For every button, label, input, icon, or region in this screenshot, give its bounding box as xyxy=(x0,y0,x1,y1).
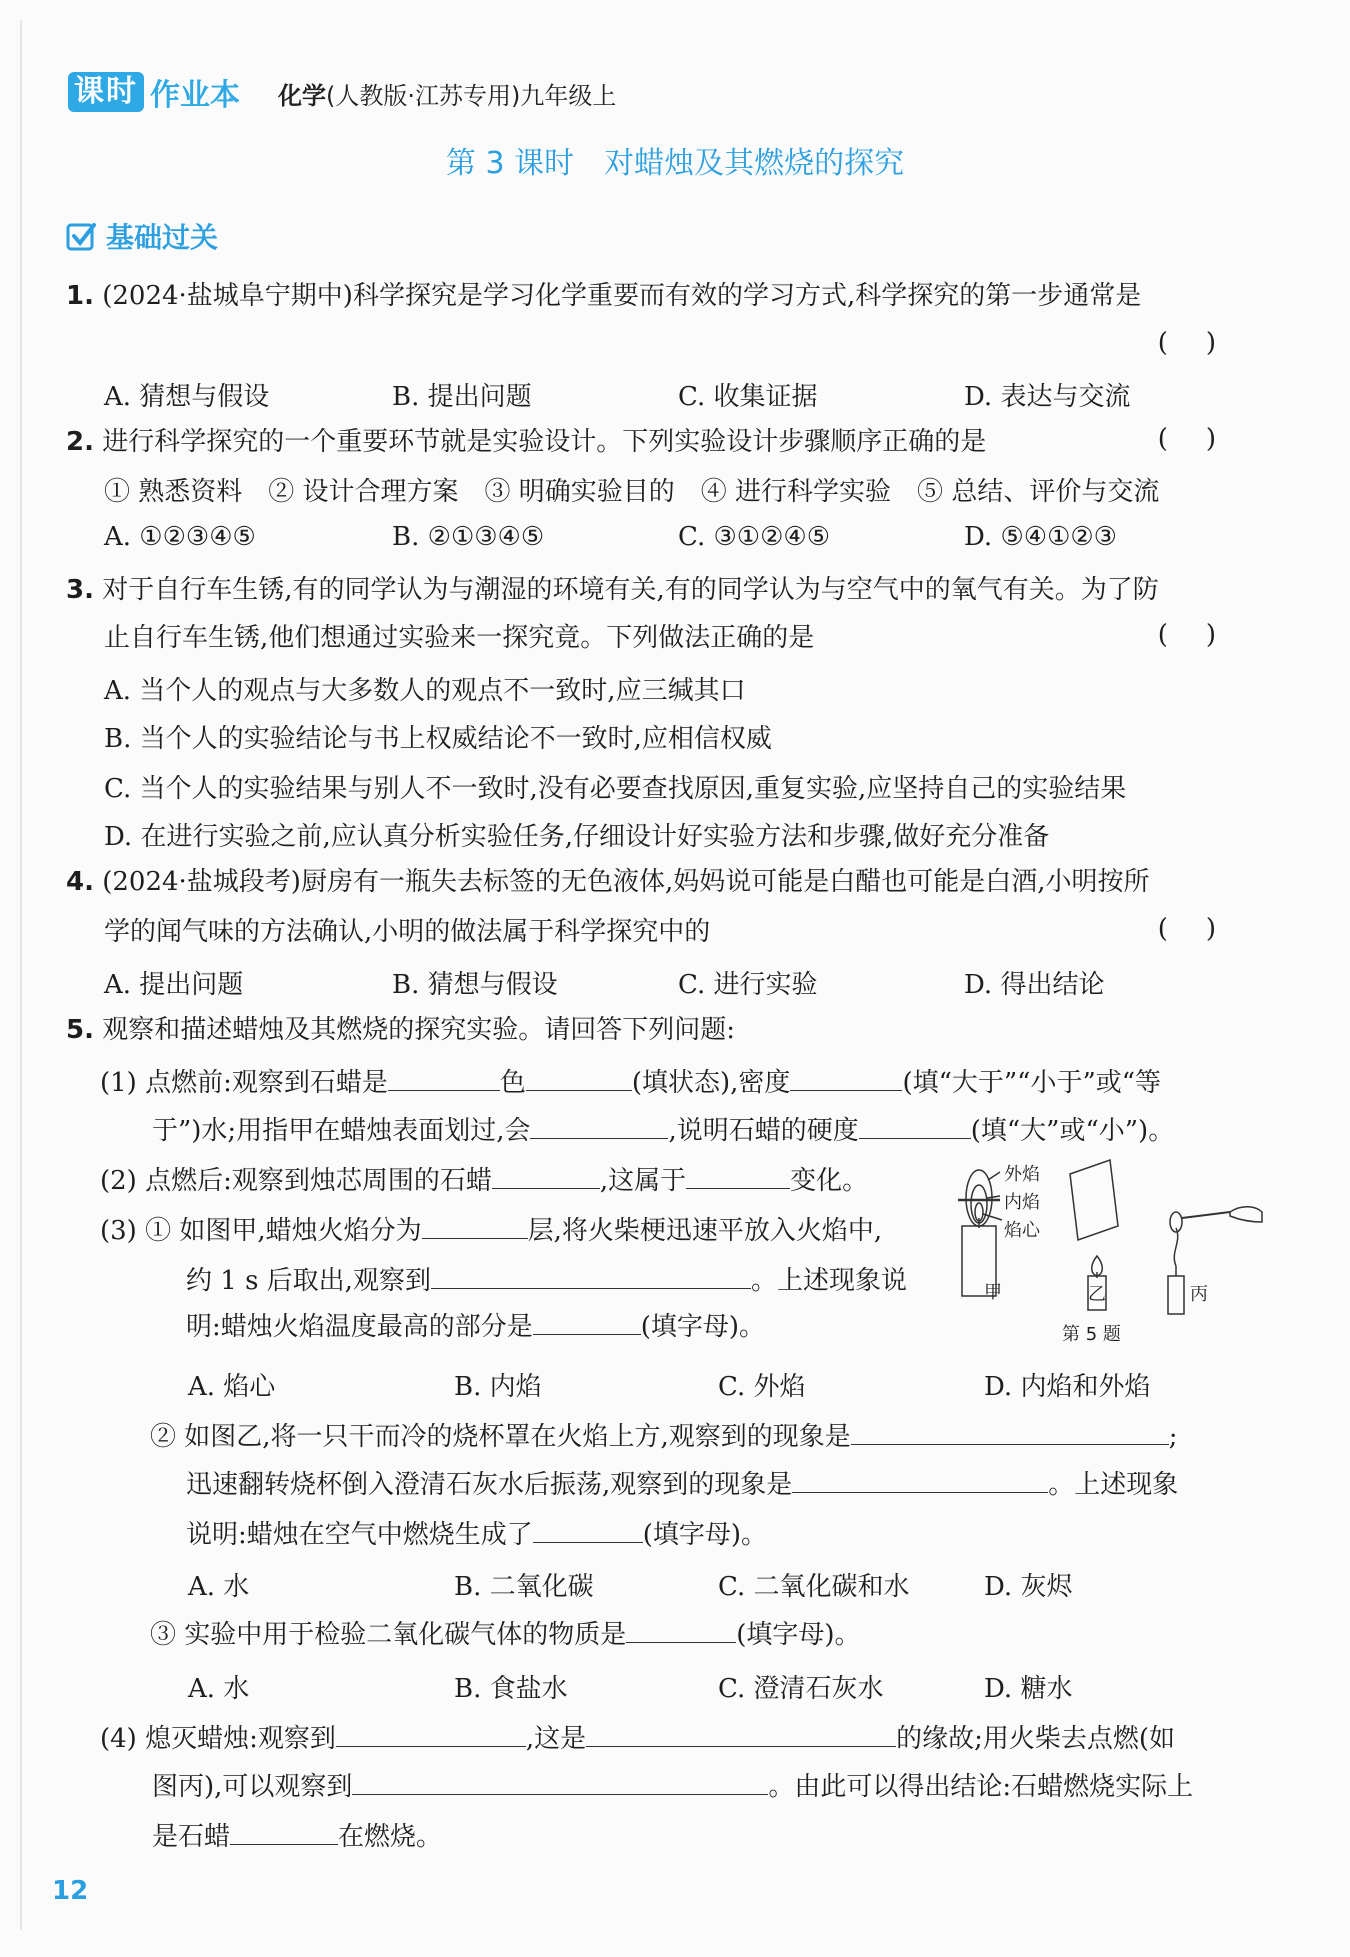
q5-3-2-option-c[interactable]: C. 二氧化碳和水 xyxy=(718,1572,910,1602)
lesson-title: 第 3 课时 对蜡烛及其燃烧的探究 xyxy=(445,146,905,181)
q5-part3-line3 xyxy=(186,1306,765,1345)
q1-option-d[interactable]: D. 表达与交流 xyxy=(964,382,1131,412)
q5-blank-state[interactable] xyxy=(526,1062,632,1091)
logo-text: 作业本 xyxy=(150,78,240,113)
q5-part3-line2 xyxy=(186,1260,907,1299)
q5-part4-text-b: ,这是 xyxy=(525,1724,587,1754)
q5-3-2-option-b[interactable]: B. 二氧化碳 xyxy=(454,1572,594,1602)
q1-text: (2024·盐城阜宁期中)科学探究是学习化学重要而有效的学习方式,科学探究的第一步通常是 xyxy=(102,281,1142,311)
series-logo xyxy=(68,72,240,112)
q5-part3-2-line1 xyxy=(150,1416,1178,1455)
q5-3-1-option-c[interactable]: C. 外焰 xyxy=(718,1372,806,1402)
q4-number: 4. xyxy=(66,867,94,897)
label-flame-core: 焰心 xyxy=(1004,1220,1040,1241)
q5-part3-text-d: 。上述现象说 xyxy=(750,1266,907,1296)
q5-blank-vapor[interactable] xyxy=(230,1816,338,1845)
subject-line xyxy=(278,76,616,111)
q3-option-a[interactable]: A. 当个人的观点与大多数人的观点不一致时,应三缄其口 xyxy=(104,676,746,706)
q1-answer-paren[interactable]: () xyxy=(1157,328,1254,358)
page-number: 12 xyxy=(52,1876,89,1906)
q5-blank-hardness[interactable] xyxy=(859,1110,971,1139)
q5-3-3-option-a[interactable]: A. 水 xyxy=(188,1674,250,1704)
q3-option-b[interactable]: B. 当个人的实验结论与书上权威结论不一致时,应相信权威 xyxy=(104,724,772,754)
q5-part2-text-c: 变化。 xyxy=(790,1166,869,1196)
q5-part3-2-text-e: 说明:蜡烛在空气中燃烧生成了 xyxy=(186,1520,533,1550)
candle-figure-drawing xyxy=(950,1156,1270,1346)
q5-part3-2-line3 xyxy=(186,1514,767,1553)
q5-part3-2-text-b: ; xyxy=(1168,1422,1178,1452)
q5-3-1-option-d[interactable]: D. 内焰和外焰 xyxy=(984,1372,1151,1402)
q5-part4-line2 xyxy=(152,1766,1193,1805)
q3-text-2: 止自行车生锈,他们想通过实验来一探究竟。下列做法正确的是 xyxy=(104,623,815,653)
q5-part4-text-e: 。由此可以得出结论:石蜡燃烧实际上 xyxy=(768,1772,1194,1802)
q5-blank-beaker[interactable] xyxy=(851,1416,1169,1445)
page-edge xyxy=(20,20,22,1930)
q3-option-d[interactable]: D. 在进行实验之前,应认真分析实验任务,仔细设计好实验方法和步骤,做好充分准备 xyxy=(104,822,1050,852)
q5-part1-text-d: (填“大于”“小于”或“等 xyxy=(902,1068,1162,1098)
q5-part3-text-c: 约 1 s 后取出,观察到 xyxy=(186,1266,431,1296)
q2-steps: ① 熟悉资料 ② 设计合理方案 ③ 明确实验目的 ④ 进行科学实验 ⑤ 总结、评价与交流 xyxy=(104,477,1160,507)
q5-part1-line2 xyxy=(152,1110,1174,1149)
q4-line-1 xyxy=(66,864,1150,900)
figure-bing-relight xyxy=(1168,1207,1262,1314)
q5-part3-2-text-d: 。上述现象 xyxy=(1048,1470,1179,1500)
q5-part4-text-c: 的缘故;用火柴去点燃(如 xyxy=(896,1724,1176,1754)
q2-option-a[interactable]: A. ①②③④⑤ xyxy=(104,522,256,552)
q3-line-1 xyxy=(66,572,1159,608)
q5-blank-scratch[interactable] xyxy=(530,1110,668,1139)
q2-text: 进行科学探究的一个重要环节就是实验设计。下列实验设计步骤顺序正确的是 xyxy=(102,427,987,457)
checkbox-icon xyxy=(66,221,96,251)
q5-number: 5. xyxy=(66,1015,94,1045)
q5-3-2-option-a[interactable]: A. 水 xyxy=(188,1572,250,1602)
q3-option-c[interactable]: C. 当个人的实验结果与别人不一致时,没有必要查找原因,重复实验,应坚持自己的实验结果 xyxy=(104,774,1127,804)
q4-option-c[interactable]: C. 进行实验 xyxy=(678,970,818,1000)
logo-box: 课时 xyxy=(68,72,144,112)
q5-part3-line1 xyxy=(100,1210,882,1249)
q5-part3-3-text-b: (填字母)。 xyxy=(736,1620,861,1650)
q2-number: 2. xyxy=(66,427,94,457)
label-yi: 乙 xyxy=(1088,1284,1106,1305)
q4-text-1: (2024·盐城段考)厨房有一瓶失去标签的无色液体,妈妈说可能是白醋也可能是白酒,小明按所 xyxy=(102,867,1150,897)
q5-part3-2-text-f: (填字母)。 xyxy=(642,1520,768,1550)
q5-part1-line1 xyxy=(100,1062,1161,1101)
q5-part1-text-a: (1) 点燃前:观察到石蜡是 xyxy=(100,1068,388,1098)
q4-option-b[interactable]: B. 猜想与假设 xyxy=(392,970,558,1000)
q5-blank-test[interactable] xyxy=(626,1614,736,1643)
candle-figure xyxy=(950,1156,1270,1346)
q5-part3-2-line2 xyxy=(186,1464,1178,1503)
q5-blank-observe[interactable] xyxy=(431,1260,751,1289)
q2-answer-paren[interactable]: () xyxy=(1157,424,1254,454)
q5-3-3-option-b[interactable]: B. 食盐水 xyxy=(454,1674,568,1704)
q5-blank-melt[interactable] xyxy=(492,1160,600,1189)
q1-option-b[interactable]: B. 提出问题 xyxy=(392,382,532,412)
q5-part1-text-c: (填状态),密度 xyxy=(631,1068,791,1098)
q5-3-3-option-d[interactable]: D. 糖水 xyxy=(984,1674,1073,1704)
q5-part4-text-a: (4) 熄灭蜡烛:观察到 xyxy=(100,1724,336,1754)
q2-option-c[interactable]: C. ③①②④⑤ xyxy=(678,522,831,552)
q5-3-1-option-a[interactable]: A. 焰心 xyxy=(188,1372,276,1402)
q1-number: 1. xyxy=(66,281,94,311)
q4-answer-paren[interactable]: () xyxy=(1157,914,1254,944)
q5-part2-text-b: ,这属于 xyxy=(599,1166,687,1196)
q5-part2-text-a: (2) 点燃后:观察到烛芯周围的石蜡 xyxy=(100,1166,492,1196)
q5-blank-reason[interactable] xyxy=(586,1718,896,1747)
q5-blank-density[interactable] xyxy=(790,1062,902,1091)
label-inner-flame: 内焰 xyxy=(1004,1192,1040,1213)
q5-part4-text-d: 图丙),可以观察到 xyxy=(152,1772,353,1802)
q5-part3-2-text-c: 迅速翻转烧杯倒入澄清石灰水后振荡,观察到的现象是 xyxy=(186,1470,793,1500)
q5-blank-limewater[interactable] xyxy=(792,1464,1048,1493)
section-header xyxy=(66,216,218,256)
q5-3-3-option-c[interactable]: C. 澄清石灰水 xyxy=(718,1674,884,1704)
q5-blank-layers[interactable] xyxy=(422,1210,528,1239)
figure-caption: 第 5 题 xyxy=(1062,1324,1121,1345)
q5-part1-text-e: 于”)水;用指甲在蜡烛表面划过,会 xyxy=(152,1116,531,1146)
q5-3-2-option-d[interactable]: D. 灰烬 xyxy=(984,1572,1073,1602)
q2-option-d[interactable]: D. ⑤④①②③ xyxy=(964,522,1117,552)
q5-blank-smoke[interactable] xyxy=(336,1718,526,1747)
q5-part3-text-f: (填字母)。 xyxy=(640,1312,766,1342)
q2-option-b[interactable]: B. ②①③④⑤ xyxy=(392,522,545,552)
q3-text-1: 对于自行车生锈,有的同学认为与潮湿的环境有关,有的同学认为与空气中的氧气有关。为了防 xyxy=(102,575,1159,605)
q5-line xyxy=(66,1012,735,1048)
q5-part4-text-f: 是石蜡 xyxy=(152,1822,231,1852)
q1-option-a[interactable]: A. 猜想与假设 xyxy=(104,382,270,412)
label-outer-flame: 外焰 xyxy=(1004,1164,1040,1185)
q4-text-2: 学的闻气味的方法确认,小明的做法属于科学探究中的 xyxy=(104,917,711,947)
q5-part4-line3 xyxy=(152,1816,442,1855)
section-title: 基础过关 xyxy=(106,221,219,254)
q5-part3-2-text-a: ② 如图乙,将一只干而冷的烧杯罩在火焰上方,观察到的现象是 xyxy=(150,1422,851,1452)
q5-part4-text-g: 在燃烧。 xyxy=(338,1822,443,1852)
q5-3-1-option-b[interactable]: B. 内焰 xyxy=(454,1372,542,1402)
label-bing: 丙 xyxy=(1190,1284,1208,1305)
q5-part3-text-e: 明:蜡烛火焰温度最高的部分是 xyxy=(186,1312,533,1342)
q1-line xyxy=(66,278,1141,314)
q5-part1-text-b: 色 xyxy=(499,1068,526,1098)
q5-part4-line1 xyxy=(100,1718,1175,1757)
q5-part3-text-b: 层,将火柴梗迅速平放入火焰中, xyxy=(527,1216,883,1246)
q4-option-a[interactable]: A. 提出问题 xyxy=(104,970,244,1000)
subject-name: 化学 xyxy=(278,82,326,110)
q1-option-c[interactable]: C. 收集证据 xyxy=(678,382,818,412)
q5-part1-text-f: ,说明石蜡的硬度 xyxy=(668,1116,859,1146)
q3-answer-paren[interactable]: () xyxy=(1157,620,1254,650)
q5-part3-3-text-a: ③ 实验中用于检验二氧化碳气体的物质是 xyxy=(150,1620,627,1650)
q5-blank-relight[interactable] xyxy=(352,1766,768,1795)
q5-blank-color[interactable] xyxy=(388,1062,500,1091)
q3-number: 3. xyxy=(66,575,94,605)
q5-text: 观察和描述蜡烛及其燃烧的探究实验。请回答下列问题: xyxy=(102,1015,735,1045)
q5-part3-text-a: (3) ① 如图甲,蜡烛火焰分为 xyxy=(100,1216,422,1246)
q5-part2-line xyxy=(100,1160,868,1199)
subject-edition: (人教版·江苏专用)九年级上 xyxy=(326,82,617,110)
q2-line xyxy=(66,424,986,460)
q5-blank-hottest[interactable] xyxy=(533,1306,641,1335)
q5-blank-products[interactable] xyxy=(533,1514,643,1543)
q5-part1-text-g: (填“大”或“小”)。 xyxy=(970,1116,1175,1146)
q5-blank-change[interactable] xyxy=(686,1160,790,1189)
label-jia: 甲 xyxy=(984,1282,1002,1303)
q5-part3-3-line xyxy=(150,1614,861,1653)
q4-option-d[interactable]: D. 得出结论 xyxy=(964,970,1105,1000)
